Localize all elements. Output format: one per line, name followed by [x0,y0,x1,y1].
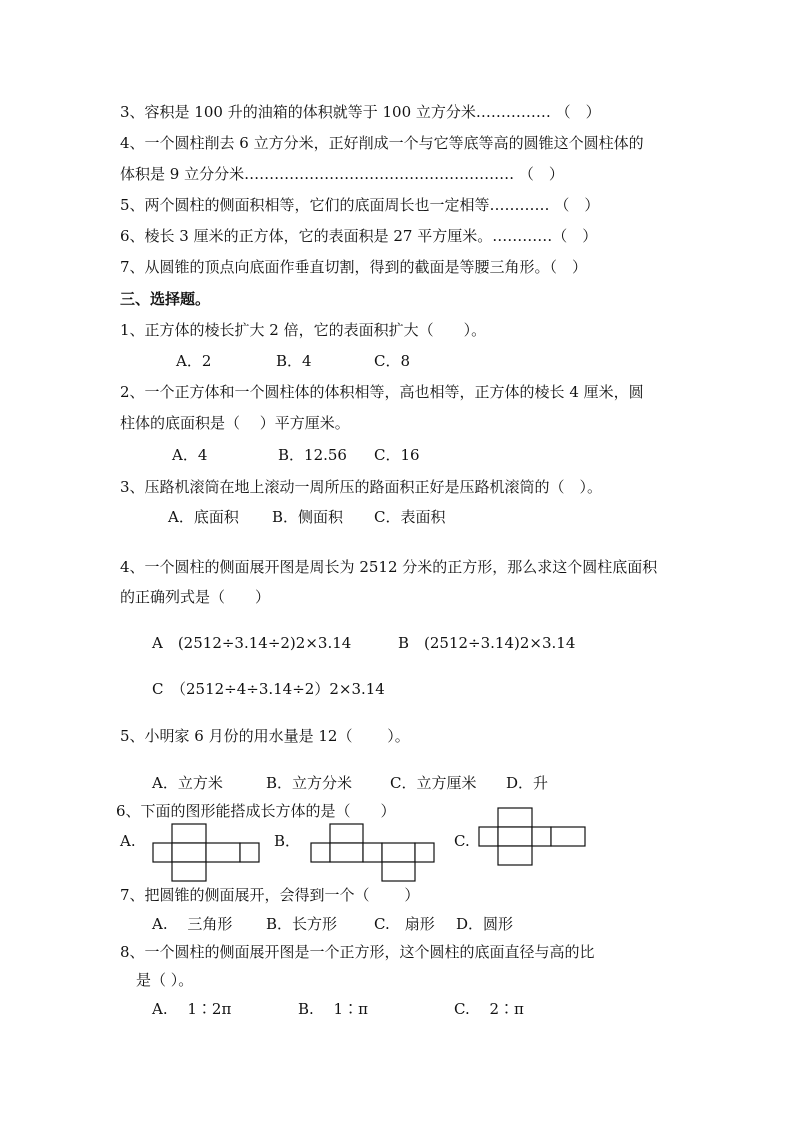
choice-q2-option-b: B．12.56 [278,446,347,464]
choice-q7-option-b: B．长方形 [266,915,338,933]
choice-q6-stem: 6、下面的图形能搭成长方体的是（ ） [116,802,396,820]
choice-q2-line2: 柱体的底面积是（ ）平方厘米。 [120,414,350,432]
cuboid-net-b [308,822,440,882]
choice-q2-line1: 2、一个正方体和一个圆柱体的体积相等，高也相等，正方体的棱长 4 厘米，圆 [120,383,644,401]
choice-q8-line1: 8、一个圆柱的侧面展开图是一个正方形，这个圆柱的底面直径与高的比 [120,943,595,961]
choice-q4-option-b: B (2512÷3.14)2×3.14 [398,634,576,652]
choice-q5-option-b: B．立方分米 [266,774,353,792]
choice-q7-stem: 7、把圆锥的侧面展开，会得到一个（ ） [120,886,420,904]
cuboid-net-a [150,822,265,882]
judge-q7: 7、从圆锥的顶点向底面作垂直切割，得到的截面是等腰三角形。（ ） [120,258,588,276]
judge-q6: 6、棱长 3 厘米的正方体，它的表面积是 27 平方厘米。…………（ ） [120,227,598,245]
choice-q5-option-c: C．立方厘米 [390,774,477,792]
choice-q4-line1: 4、一个圆柱的侧面展开图是周长为 2512 分米的正方形，那么求这个圆柱底面积 [120,558,658,576]
choice-q8-option-b: B. 1∶π [298,1000,368,1018]
choice-q3-option-b: B．侧面积 [272,508,344,526]
judge-q3: 3、容积是 100 升的油箱的体积就等于 100 立方分米…………… （ ） [120,103,601,121]
cuboid-net-c [476,806,591,866]
choice-q6-option-b: B． [274,832,301,850]
choice-q7-option-d: D．圆形 [456,915,514,933]
choice-q3-option-a: A．底面积 [168,508,239,526]
choice-q5-option-a: A．立方米 [152,774,223,792]
choice-q6-option-a: A. [120,832,136,850]
choice-q7-option-c: C. 扇形 [374,915,435,933]
choice-q3-option-c: C．表面积 [374,508,446,526]
section-title: 三、选择题。 [120,290,211,308]
choice-q8-option-a: A. 1∶2π [152,1000,232,1018]
choice-q3-stem: 3、压路机滚筒在地上滚动一周所压的路面积正好是压路机滚筒的（ ）。 [120,478,603,496]
choice-q7-option-a: A. 三角形 [152,915,233,933]
judge-q4-line1: 4、一个圆柱削去 6 立方分米，正好削成一个与它等底等高的圆锥这个圆柱体的 [120,134,644,152]
choice-q5-stem: 5、小明家 6 月份的用水量是 12（ ）。 [120,727,410,745]
choice-q5-option-d: D．升 [506,774,549,792]
choice-q1-option-b: B．4 [276,352,312,370]
choice-q1-option-c: C．8 [374,352,411,370]
choice-q2-option-c: C．16 [374,446,420,464]
choice-q4-line2: 的正确列式是（ ） [120,588,271,606]
choice-q8-line2: 是（ ）。 [136,971,194,989]
choice-q1-stem: 1、正方体的棱长扩大 2 倍，它的表面积扩大（ ）。 [120,321,487,339]
judge-q5: 5、两个圆柱的侧面积相等，它们的底面周长也一定相等………… （ ） [120,196,600,214]
choice-q4-option-c: C （2512÷4÷3.14÷2）2×3.14 [152,680,385,698]
choice-q2-option-a: A．4 [172,446,208,464]
choice-q1-option-a: A．2 [176,352,212,370]
choice-q4-option-a: A (2512÷3.14÷2)2×3.14 [152,634,352,652]
choice-q8-option-c: C. 2∶π [454,1000,524,1018]
judge-q4-line2: 体积是 9 立分分米……………………………………………… （ ） [120,165,564,183]
choice-q6-option-c: C. [454,832,470,850]
